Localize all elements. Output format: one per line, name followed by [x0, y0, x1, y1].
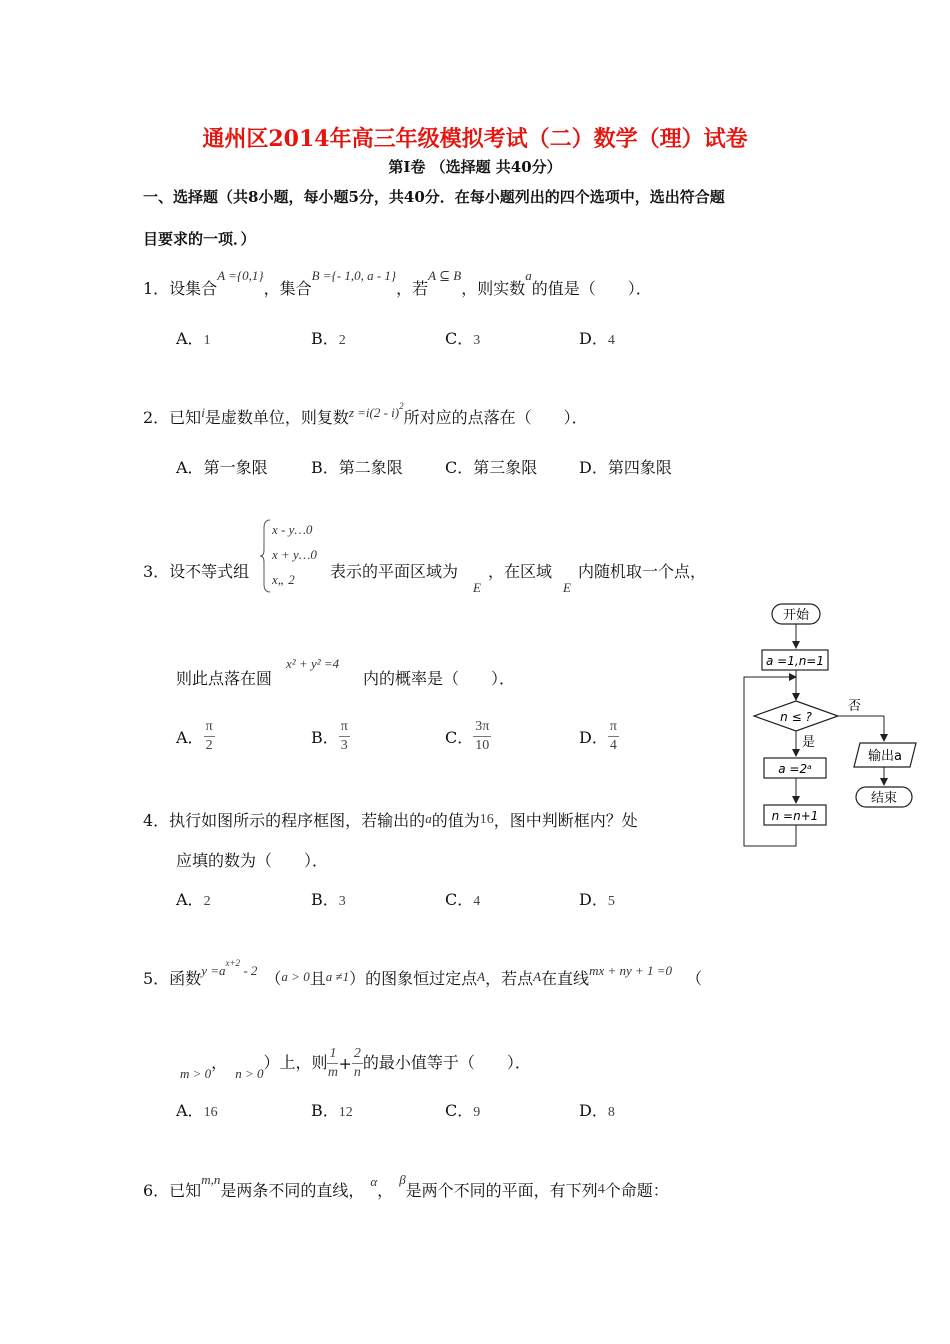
- q1-text: 1．设集合: [143, 279, 218, 298]
- flow-start-label: 开始: [782, 608, 810, 623]
- q3-inequality-1: x - y…0: [272, 522, 313, 537]
- q3-region-e-2: E: [563, 580, 571, 595]
- q6-math-beta: β: [399, 1172, 406, 1187]
- q5-math-func: y =a: [201, 963, 226, 978]
- q3-text-4: 内随机取一个点，: [578, 562, 707, 581]
- q4-text: ，图中判断框内？处: [493, 811, 638, 830]
- q5-text: ，若点: [485, 969, 534, 988]
- question-4: [143, 808, 638, 831]
- q5-text: 的最小值等于（ ）．: [362, 1053, 531, 1072]
- q1-math-setA: A ={0,1}: [217, 268, 264, 283]
- q6-text: 是两个不同的平面，有下列: [405, 1181, 598, 1200]
- section-heading-line1: 一、选择题（共8小题，每小题5分，共40分．在每小题列出的四个选项中，选出符合题: [143, 188, 725, 206]
- flow-no-label: 否: [848, 699, 862, 714]
- q5-fraction-1: $\frac{1}{m}$: [327, 1046, 339, 1080]
- q3-text-6: 内的概率是（ ）．: [363, 669, 516, 688]
- q3-region-e-1: E: [473, 580, 481, 595]
- q3-text-2: 表示的平面区域为: [330, 562, 459, 581]
- q5-math-n-pos: n > 0: [235, 1066, 264, 1081]
- q2-text: 所对应的点落在（ ）．: [403, 408, 588, 427]
- q3-option-a[interactable]: A． $\frac{\pi}{2}$: [176, 719, 213, 753]
- q4-option-c[interactable]: C．4: [445, 890, 481, 909]
- q5-math-a-pos: a > 0: [281, 969, 310, 984]
- section-heading-line2: 目要求的一项．）: [143, 230, 256, 248]
- q5-text: （: [265, 969, 282, 988]
- flow-decision-label: n ≤ ?: [780, 710, 812, 724]
- q4-text: 的值为: [431, 811, 480, 830]
- q3-text-3: ，在区域: [488, 562, 553, 581]
- q5-math-exp: x+2: [225, 957, 241, 968]
- q5-option-d[interactable]: D．8: [579, 1101, 615, 1120]
- q1-math-subset: A ⊆ B: [428, 268, 462, 283]
- q3-inequality-2: x + y…0: [272, 547, 317, 562]
- q1-option-c[interactable]: C．3: [445, 329, 481, 348]
- q2-option-a[interactable]: A．第一象限: [176, 458, 268, 477]
- q5-math-m-pos: m > 0: [180, 1066, 212, 1081]
- question-6: [143, 1172, 669, 1201]
- q3-brace: [258, 518, 272, 594]
- question-5: [143, 957, 703, 989]
- q2-math-i: i: [201, 405, 205, 420]
- question-1: [143, 268, 652, 299]
- q3-text-1: 3．设不等式组: [143, 562, 250, 581]
- q3-option-c[interactable]: C． $\frac{3\pi}{10}$: [445, 719, 490, 753]
- q3-option-b[interactable]: B． $\frac{\pi}{3}$: [311, 719, 348, 753]
- question-5-cont: [180, 1045, 531, 1082]
- program-flowchart: [740, 600, 920, 850]
- q5-math-line: mx + ny + 1 =0: [589, 963, 673, 978]
- q3-option-d[interactable]: D． $\frac{\pi}{4}$: [579, 719, 617, 753]
- q5-math-func-tail: - 2: [240, 963, 258, 978]
- q6-text: 是两条不同的直线，: [220, 1181, 365, 1200]
- q5-option-b[interactable]: B．12: [311, 1101, 353, 1120]
- q5-option-a[interactable]: A．16: [176, 1101, 218, 1120]
- q6-math-4: 4: [597, 1182, 605, 1197]
- q2-text: 2．已知: [143, 408, 202, 427]
- flow-incr-label: n =n+1: [771, 809, 819, 823]
- flow-init-label: a =1,n=1: [766, 654, 824, 668]
- flow-output-label: 输出a: [868, 749, 902, 764]
- q6-text: 个命题：: [604, 1181, 669, 1200]
- q5-text: ）的图象恒过定点: [349, 969, 478, 988]
- q2-text: 是虚数单位，则复数: [204, 408, 349, 427]
- q2-option-d[interactable]: D．第四象限: [579, 458, 672, 477]
- q4-math-16: 16: [479, 812, 494, 827]
- q3-text-5: 则此点落在圆: [176, 669, 273, 688]
- question-2: [143, 400, 588, 428]
- q1-option-a[interactable]: A．1: [176, 329, 211, 348]
- q2-option-c[interactable]: C．第三象限: [445, 458, 538, 477]
- part-subtitle: 第I卷 （选择题 共40分）: [388, 158, 562, 176]
- q1-math-setB: B ={- 1,0, a - 1}: [311, 268, 397, 283]
- flow-yes-label: 是: [802, 735, 816, 750]
- q2-math-exp: 2: [399, 400, 404, 411]
- q5-text: 且: [309, 969, 326, 988]
- q1-text: ，集合: [263, 279, 312, 298]
- q5-text: （: [686, 969, 703, 988]
- q1-text: ，若: [396, 279, 429, 298]
- q1-math-a: a: [525, 268, 532, 283]
- q5-plus: +: [338, 1054, 352, 1073]
- q6-math-alpha: α: [370, 1174, 378, 1189]
- q4-option-a[interactable]: A．2: [176, 890, 211, 909]
- flow-assign-label: a =2ᵃ: [778, 762, 812, 776]
- q4-option-b[interactable]: B．3: [311, 890, 346, 909]
- q1-text: 的值是（ ）．: [531, 279, 652, 298]
- q3-inequality-3: x„ 2: [272, 572, 295, 587]
- q5-text: ，: [211, 1053, 228, 1072]
- q1-option-d[interactable]: D．4: [579, 329, 615, 348]
- flow-end-label: 结束: [870, 791, 898, 806]
- q5-math-A: A: [477, 969, 486, 984]
- q4-math-a: a: [425, 811, 432, 826]
- q1-option-b[interactable]: B．2: [311, 329, 346, 348]
- q4-text-2: 应填的数为（ ）．: [176, 851, 329, 870]
- q5-fraction-2: $\frac{2}{n}$: [353, 1046, 361, 1080]
- q2-math-z: z =i(2 - i): [348, 405, 400, 420]
- q5-math-A: A: [533, 969, 542, 984]
- q1-text: ，则实数: [461, 279, 526, 298]
- q5-text: 5．函数: [143, 969, 202, 988]
- q6-text: ，: [377, 1181, 394, 1200]
- q4-option-d[interactable]: D．5: [579, 890, 615, 909]
- q5-math-a-ne1: a ≠1: [325, 969, 350, 984]
- q6-math-mn: m,n: [201, 1172, 221, 1187]
- q3-circle-eq: x² + y² =4: [286, 656, 340, 671]
- q2-option-b[interactable]: B．第二象限: [311, 458, 403, 477]
- q6-text: 6．已知: [143, 1181, 202, 1200]
- q4-text: 4．执行如图所示的程序框图，若输出的: [143, 811, 426, 830]
- q5-text: 在直线: [541, 969, 590, 988]
- q5-text: ）上，则: [263, 1053, 328, 1072]
- q5-option-c[interactable]: C．9: [445, 1101, 481, 1120]
- exam-title: 通州区2014年高三年级模拟考试（二）数学（理）试卷: [202, 126, 748, 152]
